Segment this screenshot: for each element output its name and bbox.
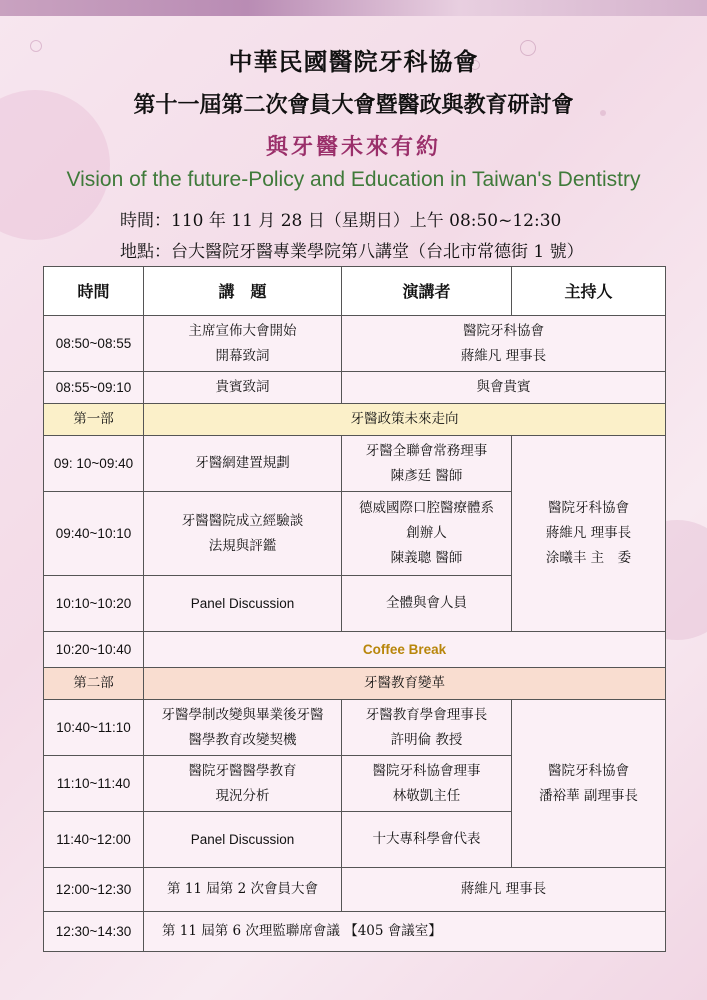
host-line: 涂曦丰 主 委 <box>545 550 632 566</box>
speaker-line: 蔣維凡 理事長 <box>460 347 547 364</box>
time-cell: 10:10~10:20 <box>44 576 144 632</box>
section-row <box>44 404 666 436</box>
table-row <box>44 372 666 404</box>
time-cell: 08:50~08:55 <box>44 316 144 372</box>
table-row <box>44 316 666 372</box>
host-cell <box>512 700 666 868</box>
topic-cell: Panel Discussion <box>144 576 342 632</box>
topic-cell: 牙醫網建置規劃 <box>144 436 342 492</box>
topic-line: 法規與評鑑 <box>208 537 277 554</box>
speaker-line: 創辦人 <box>406 525 447 541</box>
time-cell: 09: 10~09:40 <box>44 436 144 492</box>
slogan: 與牙醫未來有約 <box>265 134 441 160</box>
table-row <box>44 700 666 756</box>
topic-cell: Panel Discussion <box>144 812 342 868</box>
speaker-cell: 全體與會人員 <box>342 576 512 632</box>
event-title: 第十一屆第二次會員大會暨醫政與教育研討會 <box>133 92 574 118</box>
topic-cell <box>144 316 342 372</box>
schedule-table <box>43 266 666 952</box>
coffee-break-cell <box>144 632 666 668</box>
host-line: 醫院牙科協會 <box>548 500 629 516</box>
topic-line: 開幕致詞 <box>215 347 270 364</box>
topic-line: 主席宣佈大會開始 <box>188 322 297 339</box>
speaker-line: 德威國際口腔醫療體系 <box>359 500 494 516</box>
time-cell: 08:55~09:10 <box>44 372 144 404</box>
topic-line: 牙醫學制改變與畢業後牙醫 <box>161 706 324 723</box>
coffee-break-label: Coffee Break <box>362 641 447 657</box>
topic-line: 醫院牙醫醫學教育 <box>188 762 297 779</box>
section-title: 牙醫教育變革 <box>144 668 666 700</box>
time-cell: 10:20~10:40 <box>44 632 144 668</box>
topic-cell: 貴賓致詞 <box>144 372 342 404</box>
speaker-cell <box>342 700 512 756</box>
speaker-cell: 十大專科學會代表 <box>342 812 512 868</box>
topic-cell: 第 11 屆第 2 次會員大會 <box>144 868 342 912</box>
table-row <box>44 436 666 492</box>
time-cell: 12:00~12:30 <box>44 868 144 912</box>
section-label: 第一部 <box>44 404 144 436</box>
speaker-line: 牙醫教育學會理事長 <box>365 706 488 723</box>
speaker-cell <box>342 492 512 576</box>
event-time: 時間：110 年 11 月 28 日（星期日）上午 08:50~12:30 <box>120 211 562 231</box>
time-cell: 11:10~11:40 <box>44 756 144 812</box>
topic-cell <box>144 492 342 576</box>
header-topic: 講 題 <box>144 267 342 316</box>
header-host: 主持人 <box>512 267 666 316</box>
topic-line: 醫學教育改變契機 <box>188 731 297 748</box>
table-header-row <box>44 267 666 316</box>
speaker-cell: 蔣維凡 理事長 <box>342 868 666 912</box>
speaker-line: 陳義聰 醫師 <box>390 550 463 566</box>
section-title: 牙醫政策未來走向 <box>144 404 666 436</box>
host-line: 潘裕華 副理事長 <box>539 787 638 804</box>
english-title: Vision of the future-Policy and Education in Taiwan's Dentistry <box>66 168 641 191</box>
topic-cell <box>144 700 342 756</box>
topic-line: 牙醫醫院成立經驗談 <box>181 512 304 529</box>
time-cell: 12:30~14:30 <box>44 912 144 952</box>
speaker-cell <box>342 316 666 372</box>
header-time: 時間 <box>44 267 144 316</box>
host-line: 蔣維凡 理事長 <box>545 525 632 541</box>
speaker-line: 牙醫全聯會常務理事 <box>365 442 488 459</box>
speaker-cell: 與會貴賓 <box>342 372 666 404</box>
table-row <box>44 868 666 912</box>
table-row <box>44 912 666 952</box>
topic-cell: 第 11 屆第 6 次理監聯席會議 【405 會議室】 <box>144 912 666 952</box>
speaker-cell <box>342 756 512 812</box>
top-banner <box>0 0 707 16</box>
host-line: 醫院牙科協會 <box>548 762 629 779</box>
event-place: 地點：台大醫院牙醫專業學院第八講堂（台北市常德街 1 號） <box>120 242 584 262</box>
speaker-cell <box>342 436 512 492</box>
host-cell <box>512 436 666 632</box>
topic-line: 現況分析 <box>215 787 270 804</box>
speaker-line: 醫院牙科協會理事 <box>372 762 481 779</box>
speaker-line: 醫院牙科協會 <box>463 322 544 339</box>
section-label: 第二部 <box>44 668 144 700</box>
org-title: 中華民國醫院牙科協會 <box>228 47 479 76</box>
header-speaker: 演講者 <box>342 267 512 316</box>
section-row <box>44 668 666 700</box>
topic-cell <box>144 756 342 812</box>
time-cell: 09:40~10:10 <box>44 492 144 576</box>
table-row <box>44 632 666 668</box>
speaker-line: 林敬凱主任 <box>392 787 461 804</box>
speaker-line: 許明倫 教授 <box>390 731 463 748</box>
time-cell: 11:40~12:00 <box>44 812 144 868</box>
speaker-line: 陳彥廷 醫師 <box>390 467 463 484</box>
time-cell: 10:40~11:10 <box>44 700 144 756</box>
